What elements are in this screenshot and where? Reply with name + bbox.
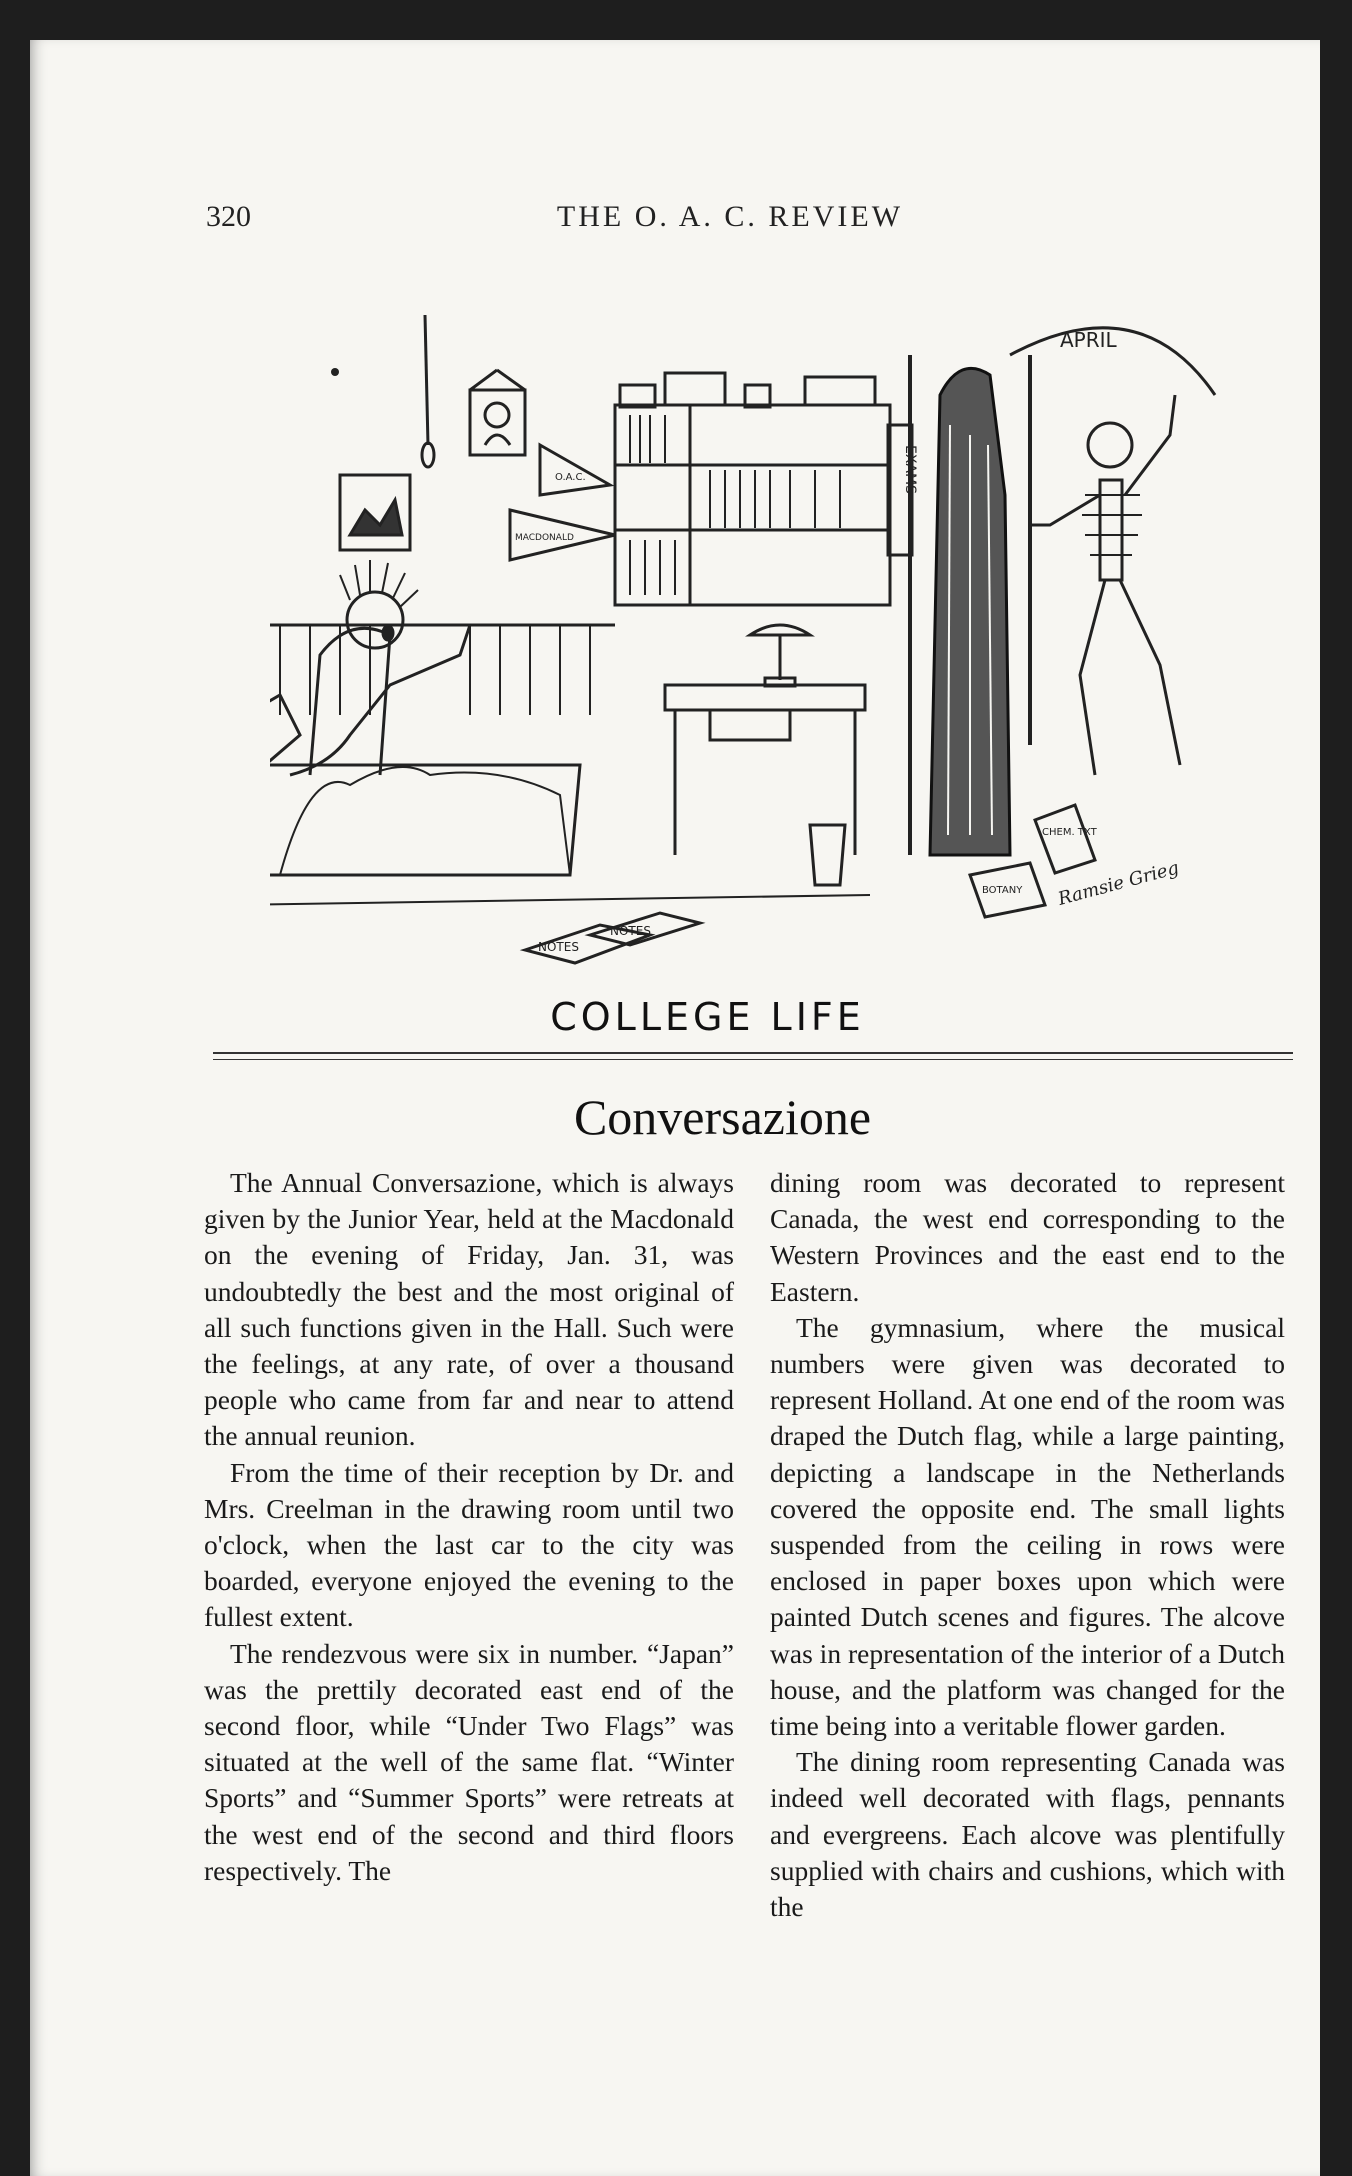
- page: [30, 40, 1320, 2176]
- exams-label: EXAMS: [902, 445, 918, 494]
- notes-label-2: NOTES: [610, 924, 651, 938]
- article-column-right: [770, 1165, 1285, 1925]
- pennant-oac-text: O.A.C.: [555, 472, 586, 483]
- student-head: [347, 592, 403, 648]
- light-bulb: [422, 443, 434, 467]
- desk: [665, 685, 865, 710]
- divider-rule: [213, 1052, 1293, 1054]
- article-column-left: [204, 1165, 734, 1889]
- skeleton-right-leg: [1120, 580, 1180, 765]
- april-label: APRIL: [1060, 328, 1117, 352]
- paragraph: The dining room representing Canada was indeed well decorated with flags, pennants and evergreens. Each alcove was plentifully supplied with chairs and cushions, which with the: [770, 1746, 1285, 1923]
- journal-title: THE O. A. C. REVIEW: [556, 200, 904, 233]
- picture-landscape: [350, 500, 402, 535]
- desk-lamp: [750, 625, 810, 635]
- skeleton-ribs: [1082, 495, 1142, 555]
- artist-signature: Ramsie Grieg: [1055, 857, 1182, 910]
- bed: [270, 715, 580, 875]
- pennant-macdonald-text: MACDONALD: [515, 533, 574, 543]
- illustration-caption: COLLEGE LIFE: [550, 995, 865, 1039]
- blanket: [280, 767, 570, 875]
- running-header: [30, 200, 1320, 240]
- wall-nail: [331, 368, 339, 376]
- pennant-oac: [540, 445, 610, 495]
- portrait-head: [485, 403, 509, 427]
- pillow: [270, 695, 300, 765]
- divider-rule-thin: [213, 1059, 1293, 1060]
- skeleton-left-arm: [1030, 495, 1100, 525]
- light-cord: [425, 315, 428, 445]
- books: [630, 415, 840, 595]
- student-mouth: [383, 626, 393, 640]
- floor-line: [270, 895, 870, 905]
- student-hair: [340, 560, 418, 607]
- page-number: 320: [206, 200, 251, 233]
- college-life-illustration: [270, 295, 1250, 995]
- skeleton-left-leg: [1080, 580, 1105, 775]
- paragraph: The rendezvous were six in number. “Japan” was the prettily decorated east end of the second floor, while “Under Two Flags” was situated at the well of the same flat. “Winter Sports” and “Summer Sports” were retreats at the west end of the second and third floors respectively. The: [204, 1637, 734, 1886]
- chem-label: CHEM. TXT: [1042, 827, 1097, 838]
- framed-picture: [340, 475, 410, 550]
- portrait-frame: [470, 390, 525, 455]
- paragraph: The gymnasium, where the musical numbers were given was decorated to represent Holland. At one end of the room was draped the Dutch flag, while a large painting, depicting a landscape in the Netherlands covered the opposite end. The small lights suspended from the ceiling in rows were enclosed in paper boxes upon which were painted Dutch scenes and figures. The alcove was in representation of the interior of a Dutch house, and the platform was changed for the time being into a veritable flower garden.: [770, 1311, 1285, 1742]
- chem-text-book: [1035, 805, 1095, 873]
- wastebasket: [810, 825, 845, 885]
- skeleton-skull: [1088, 423, 1132, 467]
- bookshelf: [615, 405, 890, 605]
- botany-label: BOTANY: [982, 885, 1023, 896]
- paragraph: From the time of their reception by Dr. and Mrs. Creelman in the drawing room until two o'clock, when the last car to the city was boarded, everyone enjoyed the evening to the fullest extent.: [204, 1456, 734, 1633]
- paragraph: The Annual Conversazione, which is always given by the Junior Year, held at the Macdonald on the evening of Friday, Jan. 31, was undoubtedly the best and the most original of all such functions given in the Hall. Such were the feelings, at any rate, of over a thousand people who came from far and near to attend the annual reunion.: [204, 1167, 734, 1452]
- article-title: Conversazione: [573, 1089, 872, 1145]
- paragraph: dining room was decorated to represent Canada, the west end corresponding to the Western Provinces and the east end to the Eastern.: [770, 1167, 1285, 1307]
- notes-label-1: NOTES: [538, 940, 579, 954]
